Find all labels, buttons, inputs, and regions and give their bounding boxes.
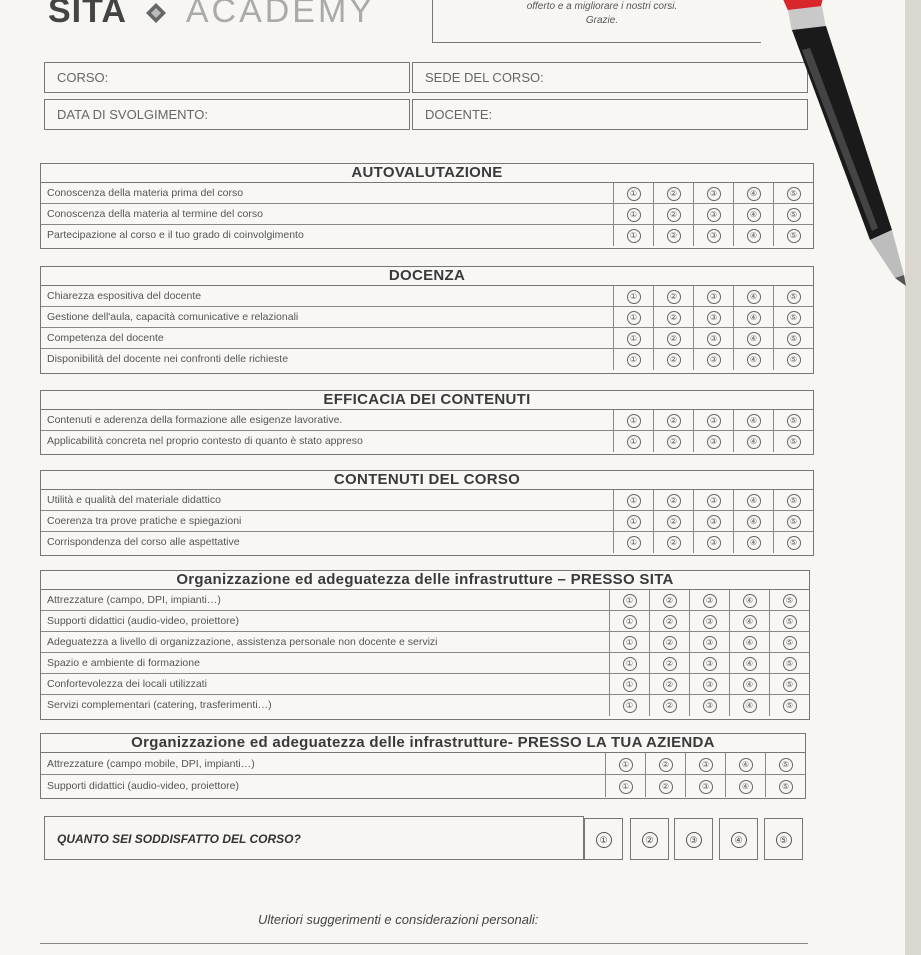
rating-row (41, 775, 805, 797)
score-option-3[interactable] (690, 611, 730, 631)
score-option-4[interactable] (734, 307, 774, 327)
score-option-1[interactable] (614, 183, 654, 203)
score-option-label: ② (659, 780, 673, 794)
score-option-label: ⑤ (787, 332, 801, 346)
rating-row-label: Applicabilità concreta nel proprio contesto di quanto è stato appreso (41, 431, 614, 452)
rating-row (41, 753, 805, 775)
score-option-label: ② (667, 229, 681, 243)
score-option-3[interactable] (694, 328, 734, 348)
score-option-1[interactable] (606, 775, 646, 797)
score-option-1[interactable] (614, 490, 654, 510)
score-option-3[interactable] (694, 183, 734, 203)
score-option-label: ② (667, 290, 681, 304)
score-option-1[interactable] (614, 349, 654, 370)
score-option-3[interactable] (694, 490, 734, 510)
score-option-2[interactable] (654, 307, 694, 327)
score-option-3[interactable] (690, 695, 730, 716)
overall-score-3[interactable]: ③ (674, 818, 713, 860)
score-option-3[interactable] (694, 286, 734, 306)
score-option-label: ③ (703, 678, 717, 692)
rating-row-label: Gestione dell'aula, capacità comunicative e relazionali (41, 307, 614, 327)
score-option-label: ① (623, 699, 637, 713)
rating-row (41, 410, 813, 431)
pen-icon (760, 0, 920, 290)
score-option-5[interactable] (774, 349, 813, 370)
score-option-label: ② (663, 657, 677, 671)
score-option-label: ③ (703, 657, 717, 671)
score-option-label: ② (667, 414, 681, 428)
section-title: DOCENZA (41, 267, 813, 286)
location-field[interactable]: SEDE DEL CORSO: (412, 62, 808, 93)
score-option-4[interactable] (730, 674, 770, 694)
score-option-label: ⑤ (787, 435, 801, 449)
score-option-4[interactable] (734, 490, 774, 510)
section-presso-sita (40, 570, 810, 720)
score-option-label: ① (627, 290, 641, 304)
score-option-label: ① (623, 615, 637, 629)
score-option-2[interactable] (646, 753, 686, 774)
score-option-label: ③ (707, 494, 721, 508)
score-option-label: ③ (699, 780, 713, 794)
score-option-label: ⑤ (779, 758, 793, 772)
score-option-2[interactable] (650, 611, 690, 631)
score-option-label: ⑤ (787, 353, 801, 367)
score-option-label: ① (627, 515, 641, 529)
section-title: AUTOVALUTAZIONE (41, 164, 813, 183)
score-option-5[interactable] (774, 307, 813, 327)
rating-row (41, 674, 809, 695)
logo-mark-icon (143, 0, 169, 26)
section-title: CONTENUTI DEL CORSO (41, 471, 813, 490)
score-option-label: ④ (747, 414, 761, 428)
score-option-4[interactable] (730, 653, 770, 673)
rating-row-label: Competenza del docente (41, 328, 614, 348)
score-option-label: ③ (707, 414, 721, 428)
score-option-label: ③ (703, 594, 717, 608)
teacher-field[interactable]: DOCENTE: (412, 99, 808, 130)
score-option-5[interactable] (774, 328, 813, 348)
date-field[interactable]: DATA DI SVOLGIMENTO: (44, 99, 410, 130)
score-option-5[interactable] (770, 653, 809, 673)
score-option-3[interactable] (694, 349, 734, 370)
score-option-2[interactable] (650, 632, 690, 652)
score-option-3[interactable] (694, 307, 734, 327)
section-title: Organizzazione ed adeguatezza delle infrastrutture – PRESSO SITA (41, 571, 809, 590)
score-option-label: ⑤ (783, 615, 797, 629)
score-option-5[interactable] (770, 695, 809, 716)
rating-row (41, 532, 813, 553)
rating-row-label: Utilità e qualità del materiale didattico (41, 490, 614, 510)
thanks-box: offerto e a migliorare i nostri corsi. Grazie. (432, 0, 761, 43)
course-field[interactable]: CORSO: (44, 62, 410, 93)
score-option-label: ① (627, 332, 641, 346)
score-option-label: ③ (707, 515, 721, 529)
score-option-label: ③ (707, 229, 721, 243)
score-option-label: ② (667, 494, 681, 508)
score-option-label: ① (627, 435, 641, 449)
score-option-label: ③ (707, 208, 721, 222)
score-option-label: ② (667, 435, 681, 449)
section-title: EFFICACIA DEI CONTENUTI (41, 391, 813, 410)
score-option-label: ③ (707, 353, 721, 367)
score-option-label: ② (667, 515, 681, 529)
score-option-label: ③ (707, 311, 721, 325)
rating-row (41, 653, 809, 674)
rating-row-label: Spazio e ambiente di formazione (41, 653, 610, 673)
score-option-label: ③ (707, 187, 721, 201)
score-option-2[interactable] (654, 532, 694, 553)
overall-score-5[interactable]: ⑤ (764, 818, 803, 860)
score-option-label: ⑤ (787, 290, 801, 304)
score-option-label: ③ (707, 435, 721, 449)
score-option-2[interactable] (650, 590, 690, 610)
score-option-1[interactable] (614, 307, 654, 327)
score-option-label: ② (667, 332, 681, 346)
score-option-label: ② (663, 594, 677, 608)
score-option-label: ⑤ (787, 536, 801, 550)
score-option-label: ① (627, 208, 641, 222)
score-option-label: ⑤ (787, 414, 801, 428)
score-option-label: ⑤ (783, 594, 797, 608)
score-option-label: ④ (739, 780, 753, 794)
rating-row (41, 511, 813, 532)
score-option-label: ⑤ (787, 311, 801, 325)
score-option-label: ① (623, 594, 637, 608)
rating-row-label: Disponibilità del docente nei confronti delle richieste (41, 349, 614, 370)
score-option-3[interactable] (694, 511, 734, 531)
score-option-label: ② (663, 615, 677, 629)
score-option-label: ① (623, 678, 637, 692)
score-option-label: ④ (743, 636, 757, 650)
score-option-1[interactable] (614, 286, 654, 306)
score-option-4[interactable] (734, 532, 774, 553)
rating-row (41, 695, 809, 716)
score-option-2[interactable] (654, 204, 694, 224)
score-option-4[interactable] (726, 775, 766, 797)
score-option-1[interactable] (610, 590, 650, 610)
score-option-label: ④ (747, 332, 761, 346)
score-option-label: ④ (747, 353, 761, 367)
suggestions-line[interactable] (40, 943, 808, 944)
score-option-2[interactable] (654, 349, 694, 370)
score-option-1[interactable] (610, 695, 650, 716)
score-option-2[interactable] (654, 183, 694, 203)
score-option-4[interactable] (730, 611, 770, 631)
score-option-label: ① (627, 229, 641, 243)
score-option-2[interactable] (654, 490, 694, 510)
overall-score-2[interactable]: ② (630, 818, 669, 860)
score-option-2[interactable] (654, 328, 694, 348)
score-option-1[interactable] (614, 328, 654, 348)
score-option-4[interactable] (734, 349, 774, 370)
rating-row (41, 225, 813, 246)
score-option-5[interactable] (774, 532, 813, 553)
score-option-label: ⑤ (783, 636, 797, 650)
score-option-4[interactable] (730, 590, 770, 610)
score-option-1[interactable] (614, 511, 654, 531)
rating-row-label: Chiarezza espositiva del docente (41, 286, 614, 306)
score-option-label: ⑤ (783, 678, 797, 692)
section-efficacia (40, 390, 814, 455)
overall-score-4[interactable]: ④ (719, 818, 758, 860)
rating-row (41, 286, 813, 307)
score-option-label: ④ (743, 678, 757, 692)
score-option-5[interactable] (766, 775, 805, 797)
score-option-4[interactable] (734, 511, 774, 531)
score-option-label: ④ (743, 657, 757, 671)
score-option-label: ⑤ (783, 657, 797, 671)
score-option-label: ② (667, 187, 681, 201)
score-option-2[interactable] (654, 286, 694, 306)
rating-row-label: Coerenza tra prove pratiche e spiegazioni (41, 511, 614, 531)
score-option-5[interactable] (774, 490, 813, 510)
score-option-label: ③ (703, 699, 717, 713)
score-option-1[interactable] (610, 611, 650, 631)
score-option-5[interactable] (770, 632, 809, 652)
rating-row (41, 431, 813, 452)
score-option-label: ② (667, 353, 681, 367)
score-option-label: ④ (747, 515, 761, 529)
score-option-label: ⑤ (787, 515, 801, 529)
score-option-label: ② (663, 636, 677, 650)
score-option-5[interactable] (770, 674, 809, 694)
score-option-label: ① (619, 758, 633, 772)
score-option-label: ② (667, 311, 681, 325)
rating-row (41, 490, 813, 511)
score-option-label: ③ (707, 332, 721, 346)
score-option-label: ⑤ (787, 229, 801, 243)
score-option-label: ② (663, 678, 677, 692)
score-option-label: ① (623, 636, 637, 650)
rating-row (41, 307, 813, 328)
rating-row-label: Conoscenza della materia prima del corso (41, 183, 614, 203)
score-option-label: ④ (747, 536, 761, 550)
score-option-label: ③ (703, 636, 717, 650)
score-option-5[interactable] (766, 753, 805, 774)
score-option-label: ③ (699, 758, 713, 772)
score-option-4[interactable] (734, 410, 774, 430)
score-option-3[interactable] (690, 674, 730, 694)
score-option-5[interactable] (770, 590, 809, 610)
score-option-4[interactable] (726, 753, 766, 774)
overall-score-1[interactable]: ① (584, 818, 623, 860)
section-autovalutazione (40, 163, 814, 249)
score-option-3[interactable] (686, 753, 726, 774)
rating-row-label: Adeguatezza a livello di organizzazione, assistenza personale non docente e servizi (41, 632, 610, 652)
score-option-3[interactable] (694, 431, 734, 452)
score-option-label: ① (627, 187, 641, 201)
score-option-label: ① (627, 494, 641, 508)
rating-row-label: Partecipazione al corso e il tuo grado di coinvolgimento (41, 225, 614, 246)
score-option-1[interactable] (610, 653, 650, 673)
score-option-3[interactable] (694, 204, 734, 224)
score-option-1[interactable] (614, 431, 654, 452)
score-option-label: ② (659, 758, 673, 772)
suggestions-label: Ulteriori suggerimenti e considerazioni personali: (258, 912, 539, 927)
rating-row (41, 328, 813, 349)
rating-row (41, 611, 809, 632)
score-option-3[interactable] (690, 653, 730, 673)
score-option-label: ④ (747, 435, 761, 449)
score-option-3[interactable] (694, 225, 734, 246)
rating-row-label: Supporti didattici (audio-video, proiettore) (41, 775, 606, 797)
rating-row (41, 204, 813, 225)
score-option-1[interactable] (614, 204, 654, 224)
score-option-4[interactable] (734, 431, 774, 452)
rating-row-label: Conoscenza della materia al termine del corso (41, 204, 614, 224)
score-option-5[interactable] (774, 511, 813, 531)
score-option-2[interactable] (654, 225, 694, 246)
rating-row (41, 632, 809, 653)
score-option-2[interactable] (650, 653, 690, 673)
score-option-label: ⑤ (787, 494, 801, 508)
rating-row-label: Contenuti e aderenza della formazione alle esigenze lavorative. (41, 410, 614, 430)
score-option-label: ⑤ (787, 187, 801, 201)
rating-row (41, 183, 813, 204)
score-option-label: ⑤ (787, 208, 801, 222)
section-presso-azienda (40, 733, 806, 799)
section-title: Organizzazione ed adeguatezza delle infrastrutture- PRESSO LA TUA AZIENDA (41, 734, 805, 753)
score-option-1[interactable] (614, 225, 654, 246)
score-option-label: ① (619, 780, 633, 794)
rating-row-label: Servizi complementari (catering, trasferimenti…) (41, 695, 610, 716)
score-option-5[interactable] (774, 431, 813, 452)
sita-academy-logo: SITA ACADEMY (48, 0, 375, 30)
score-option-2[interactable] (650, 674, 690, 694)
score-option-label: ④ (743, 615, 757, 629)
score-option-label: ⑤ (779, 780, 793, 794)
score-option-label: ④ (747, 187, 761, 201)
score-option-4[interactable] (730, 695, 770, 716)
score-option-2[interactable] (654, 410, 694, 430)
score-option-3[interactable] (686, 775, 726, 797)
score-option-label: ④ (747, 494, 761, 508)
score-option-label: ④ (747, 290, 761, 304)
score-option-2[interactable] (654, 431, 694, 452)
score-option-label: ④ (747, 208, 761, 222)
rating-row (41, 590, 809, 611)
score-option-label: ③ (707, 536, 721, 550)
score-option-label: ② (663, 699, 677, 713)
score-option-4[interactable] (734, 328, 774, 348)
rating-row-label: Corrispondenza del corso alle aspettative (41, 532, 614, 553)
score-option-label: ③ (703, 615, 717, 629)
score-option-3[interactable] (690, 590, 730, 610)
rating-row-label: Attrezzature (campo mobile, DPI, impianti…) (41, 753, 606, 774)
section-docenza (40, 266, 814, 374)
score-option-5[interactable] (770, 611, 809, 631)
section-contenuti-corso (40, 470, 814, 556)
score-option-label: ② (667, 208, 681, 222)
score-option-label: ⑤ (783, 699, 797, 713)
score-option-label: ③ (707, 290, 721, 304)
rating-row-label: Attrezzature (campo, DPI, impianti…) (41, 590, 610, 610)
rating-row-label: Confortevolezza dei locali utilizzati (41, 674, 610, 694)
score-option-label: ① (627, 414, 641, 428)
score-option-2[interactable] (654, 511, 694, 531)
score-option-5[interactable] (774, 410, 813, 430)
score-option-label: ④ (743, 594, 757, 608)
score-option-1[interactable] (610, 632, 650, 652)
score-option-label: ④ (747, 229, 761, 243)
rating-row (41, 349, 813, 370)
score-option-1[interactable] (614, 532, 654, 553)
score-option-4[interactable] (730, 632, 770, 652)
score-option-3[interactable] (690, 632, 730, 652)
score-option-1[interactable] (610, 674, 650, 694)
score-option-label: ④ (747, 311, 761, 325)
score-option-1[interactable] (606, 753, 646, 774)
score-option-label: ① (627, 353, 641, 367)
overall-satisfaction-question: QUANTO SEI SODDISFATTO DEL CORSO? (44, 816, 584, 860)
score-option-1[interactable] (614, 410, 654, 430)
score-option-2[interactable] (646, 775, 686, 797)
score-option-2[interactable] (650, 695, 690, 716)
score-option-3[interactable] (694, 532, 734, 553)
score-option-label: ① (623, 657, 637, 671)
score-option-label: ① (627, 311, 641, 325)
score-option-label: ① (627, 536, 641, 550)
score-option-label: ④ (743, 699, 757, 713)
score-option-label: ② (667, 536, 681, 550)
rating-row-label: Supporti didattici (audio-video, proiettore) (41, 611, 610, 631)
score-option-3[interactable] (694, 410, 734, 430)
score-option-label: ④ (739, 758, 753, 772)
